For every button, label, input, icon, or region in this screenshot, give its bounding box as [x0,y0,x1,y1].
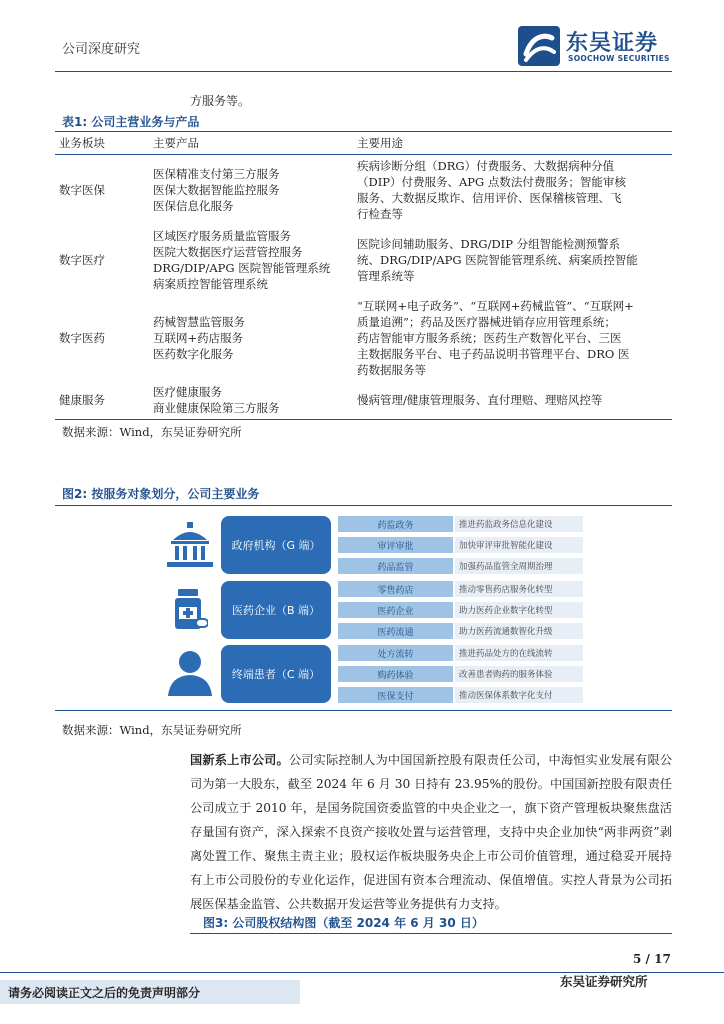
medicine-bottle-icon [172,589,208,631]
desc-item: 推动医保体系数字化支付 [455,687,583,703]
figure2-bottom-rule [55,710,672,711]
usage-line: （DIP）付费服务、APG 点数法付费服务；智能审核 [357,175,626,189]
header-products: 主要产品 [149,132,353,155]
products-cell [149,155,353,226]
table-caption: 表1: 公司主营业务与产品 [62,115,200,129]
table-row [55,295,672,381]
soochow-logo [518,26,678,66]
usage-cell [353,155,672,226]
tag-item: 医药企业 [338,602,453,618]
usage-line: 慢病管理/健康管理服务、直付理赔、理赔风控等 [357,393,603,407]
segment-cell: 健康服务 [55,381,149,420]
figure2-source: 数据来源：Wind，东吴证券研究所 [62,723,242,737]
page-number: 5 / 17 [633,952,671,966]
desc-item: 助力医药流通数智化升级 [455,623,583,639]
government-building-icon [165,522,215,568]
desc-item: 推进药品处方的在线流转 [455,645,583,661]
tag-item: 审评审批 [338,537,453,553]
product-line: 医保大数据智能监控服务 [153,183,280,197]
desc-item: 加强药品监管全周期治理 [455,558,583,574]
product-line: 病案质控智能管理系统 [153,277,268,291]
usage-line: 药数据服务等 [357,363,426,377]
product-line: 商业健康保险第三方服务 [153,401,280,415]
products-cell [149,225,353,295]
table-row [55,381,672,420]
usage-line: 主数据服务平台、电子药品说明书管理平台、DRO 医 [357,347,630,361]
figure2-caption: 图2: 按服务对象划分，公司主要业务 [62,487,260,501]
tag-item: 医药流通 [338,623,453,639]
institute-name: 东吴证券研究所 [560,974,648,989]
patient-group-box: 终端患者（C 端） [221,645,331,703]
products-cell [149,381,353,420]
desc-item: 助力医药企业数字化转型 [455,602,583,618]
logo-chinese-name: 东吴证券 [566,31,659,56]
usage-line: “互联网+电子政务”、“互联网+药械监管”、“互联网+ [357,299,634,313]
product-line: DRG/DIP/APG 医院智能管理系统 [153,261,331,275]
usage-cell [353,381,672,420]
usage-cell [353,225,672,295]
usage-line: 服务、大数据反欺诈、信用评价、医保稽核管理、飞 [357,191,622,205]
segment-cell: 数字医保 [59,183,105,197]
report-type-label: 公司深度研究 [62,42,141,57]
table-source: 数据来源：Wind，东吴证券研究所 [62,425,242,439]
tag-item: 零售药店 [338,581,453,597]
table-row [55,225,672,295]
usage-line: 疾病诊断分组（DRG）付费服务、大数据病种分值 [357,159,615,173]
table-row [55,155,672,226]
desc-item: 推动零售药店服务化转型 [455,581,583,597]
usage-line: 行检查等 [357,207,403,221]
figure3-caption: 图3: 公司股权结构图（截至 2024 年 6 月 30 日） [203,916,484,930]
figure2-top-rule [55,505,672,506]
body-paragraph [190,748,672,916]
product-line: 医药数字化服务 [153,347,234,361]
product-line: 医疗健康服务 [153,385,222,399]
segment-cell: 数字医疗 [59,253,105,267]
header-usage: 主要用途 [353,132,672,155]
product-line: 医保精准支付第三方服务 [153,167,280,181]
tag-item: 医保支付 [338,687,453,703]
tag-item: 药品监管 [338,558,453,574]
business-table [55,131,672,420]
products-cell [149,295,353,381]
desc-item: 推进药监政务信息化建设 [455,516,583,532]
product-line: 互联网+药店服务 [153,331,244,345]
desc-item: 改善患者购药的服务体验 [455,666,583,682]
soochow-logo-icon [518,26,560,66]
table-header-row [55,132,672,155]
paragraph-body: 公司实际控制人为中国国新控股有限责任公司，中海恒实业发展有限公司为第一大股东，截至 2024 年 6 月 30 日持有 23.95%的股份。中国国新控股有限责任公司成立于 2010 年，是国务院国资委监管的中央企业之一，旗下资产管理板块聚焦盘活存量国有资产，深入探索不良资产接收处置与运营管理，支持中央企业加快“两非两资”剥离处置工作、聚焦主责主业；股权运作板块服务央企上市公司价值管理，通过稳妥开展持有上市公司股份的专业化运作，促进国有资本合理流动、保值增值。实控人背景为公司拓展医保基金监管、公共数据开发运营等业务提供有力支持。 [190,753,673,911]
usage-line: 统、DRG/DIP/APG 医院智能管理系统、病案质控智能 [357,253,638,267]
gov-group-box: 政府机构（G 端） [221,516,331,574]
tag-item: 购药体验 [338,666,453,682]
desc-item: 加快审评审批智能化建设 [455,537,583,553]
paragraph-lead: 国新系上市公司。 [190,753,289,767]
tag-item: 药监政务 [338,516,453,532]
product-line: 医院大数据医疗运营管控服务 [153,245,303,259]
product-line: 医保信息化服务 [153,199,234,213]
figure3-top-rule [190,933,672,934]
continued-text: 方服务等。 [190,94,251,108]
usage-line: 医院诊间辅助服务、DRG/DIP 分组智能检测预警系 [357,237,621,251]
logo-english-name: SOOCHOW SECURITIES [568,54,670,63]
segment-cell: 数字医药 [59,331,105,345]
usage-line: 管理系统等 [357,269,415,283]
product-line: 药械智慧监管服务 [153,315,245,329]
header-segment: 业务板块 [55,132,149,155]
patient-person-icon [168,650,212,696]
product-line: 区域医疗服务质量监管服务 [153,229,291,243]
usage-cell [353,295,672,381]
usage-line: 药店智能审方服务系统；医药生产数智化平台、三医 [357,331,622,345]
disclaimer-notice: 请务必阅读正文之后的免责声明部分 [0,980,300,1004]
pharma-group-box: 医药企业（B 端） [221,581,331,639]
usage-line: 质量追溯”；药品及医疗器械进销存应用管理系统； [357,315,616,329]
header-divider [55,71,672,72]
tag-item: 处方流转 [338,645,453,661]
